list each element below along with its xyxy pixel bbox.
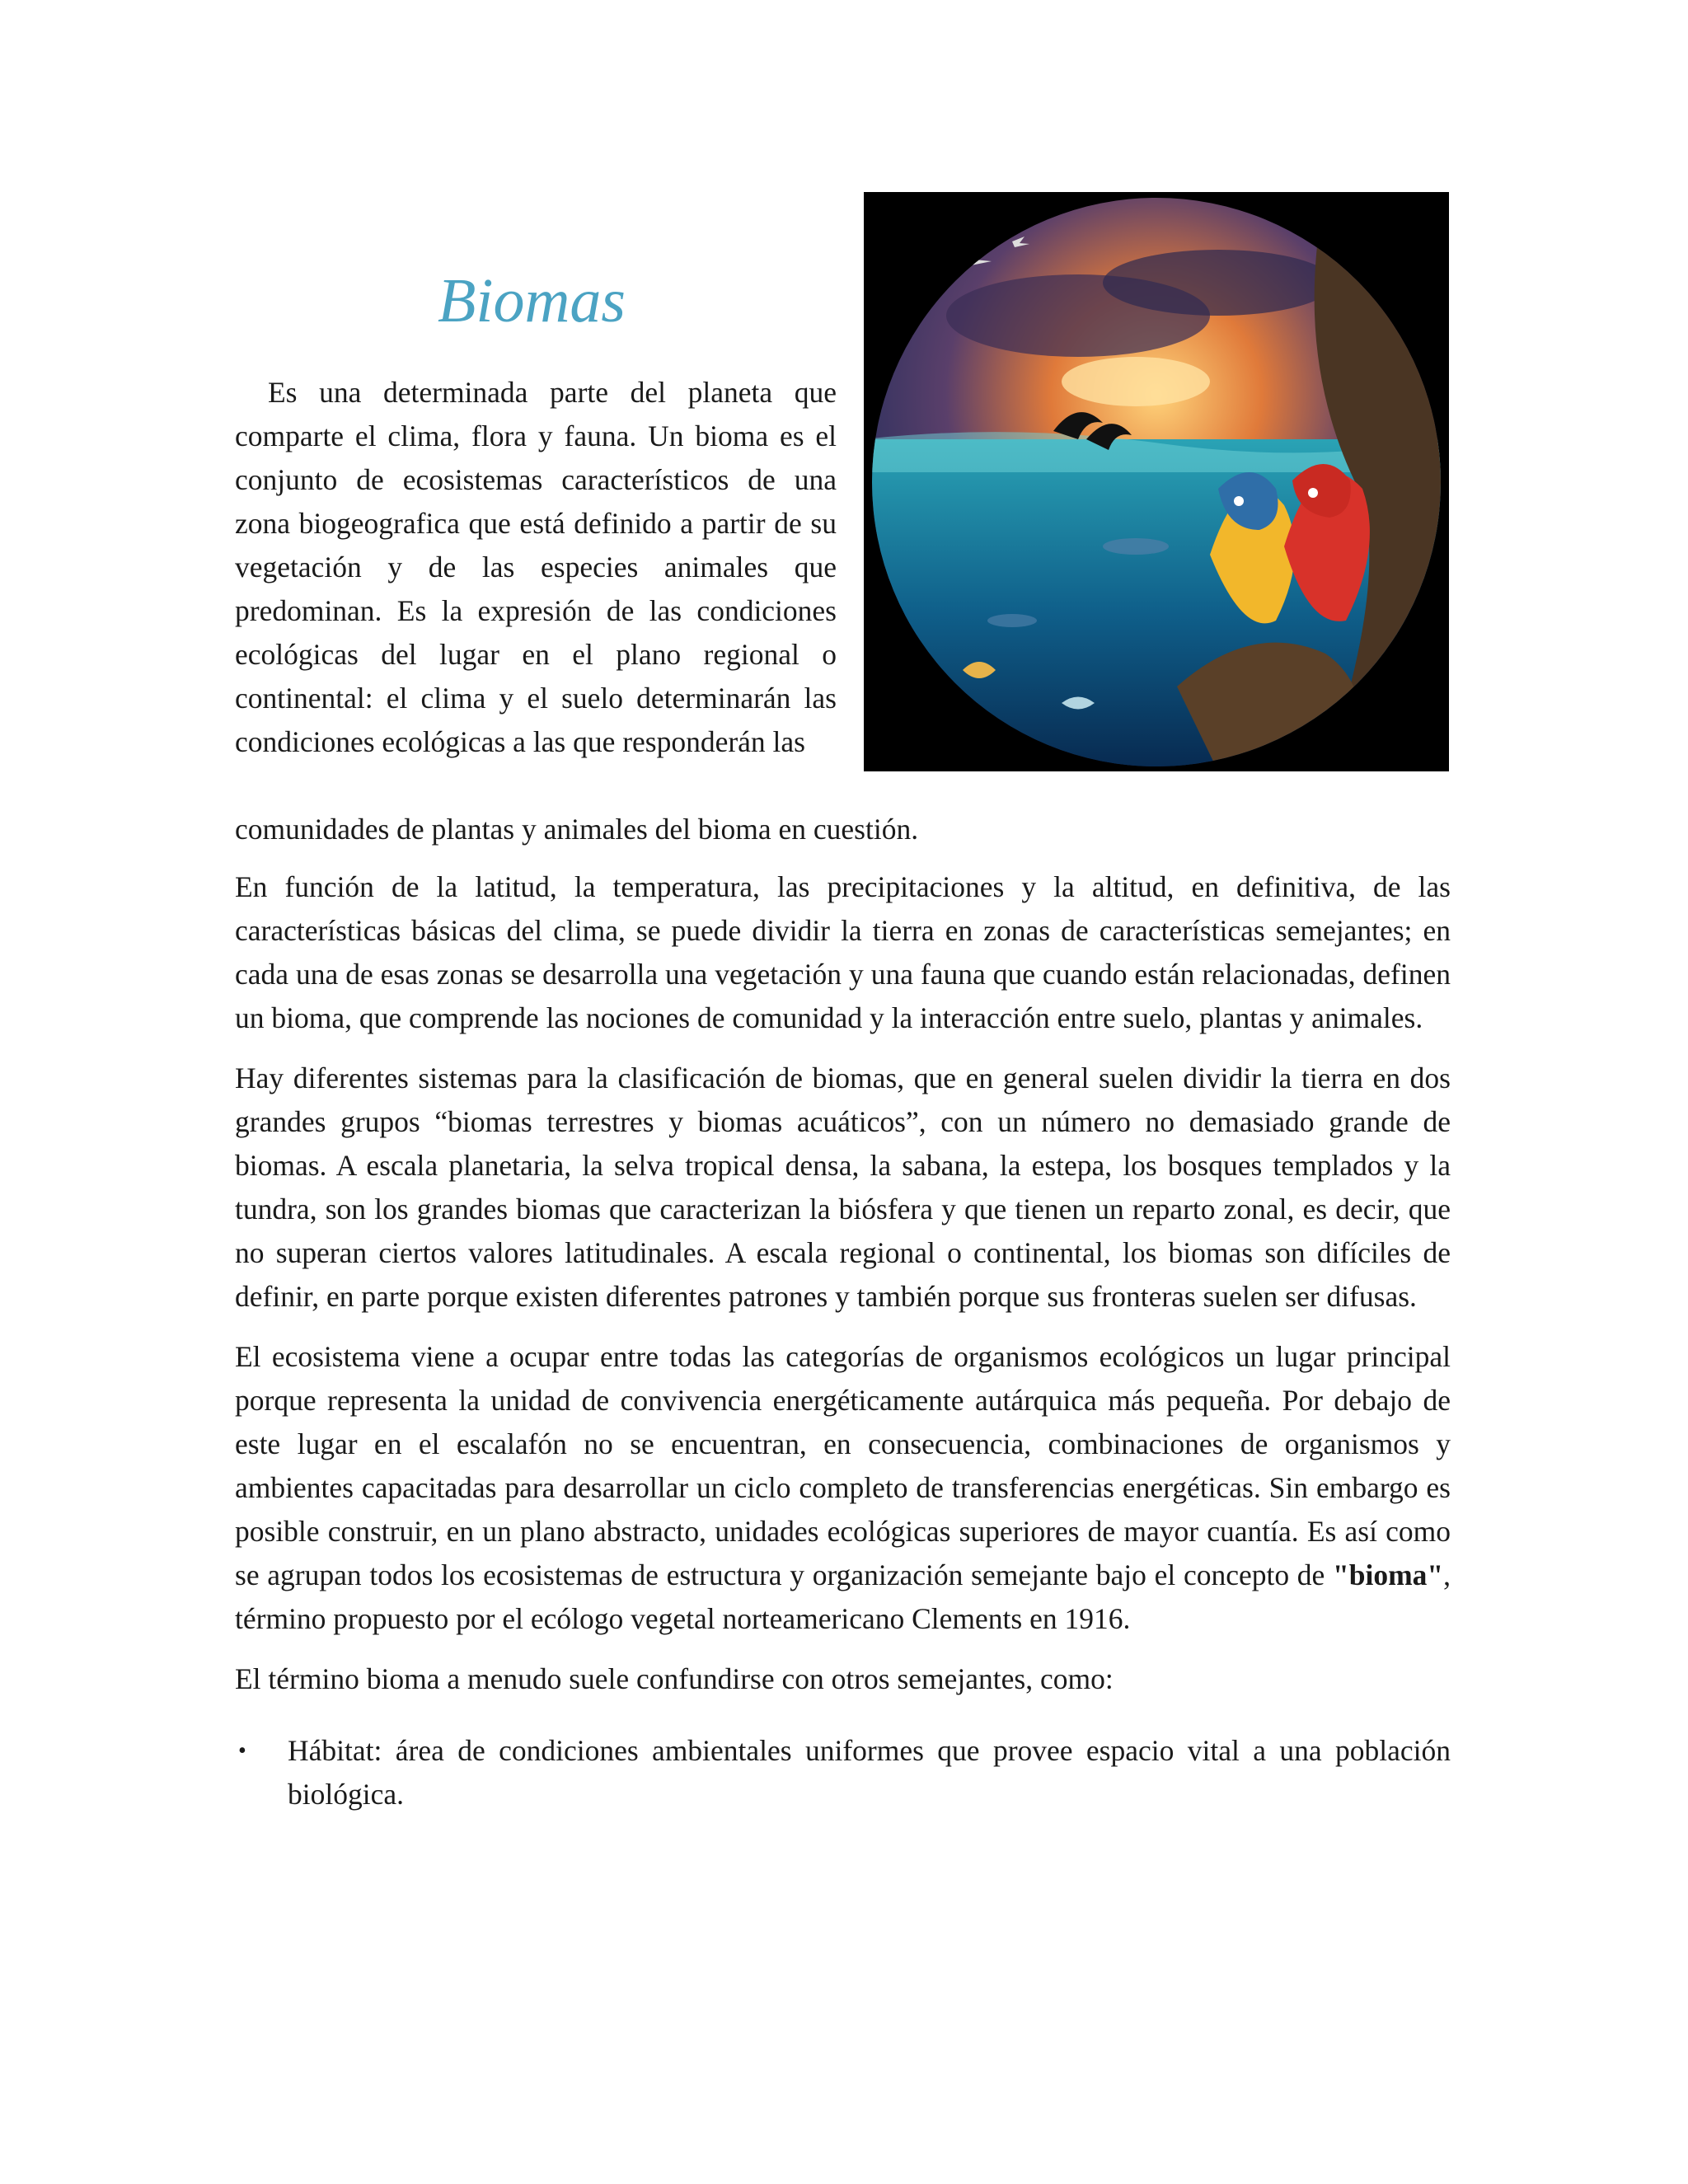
intro-paragraph-block <box>235 371 837 764</box>
bullet-icon: • <box>238 1738 246 1764</box>
page-title: Biomas <box>438 266 626 335</box>
intro-paragraph: Es una determinada parte del planeta que comparte el clima, flora y fauna. Un bioma es el conjunto de ecosistemas característicos de una zona biogeografica que está definido a partir de su vegetación y de las especies animales que predominan. Es la expresión de las condiciones ecológicas del lugar en el plano regional o continental: el clima y el suelo determinarán las condiciones ecológicas a las que responderán las <box>235 376 837 758</box>
list-item <box>235 1729 1451 1816</box>
paragraph-clasificacion: Hay diferentes sistemas para la clasificación de biomas, que en general suelen dividir la tierra en dos grandes grupos “biomas terrestres y biomas acuáticos”, con un número no demasiado grande de biomas. A escala planetaria, la selva tropical densa, la sabana, la estepa, los bosques templados y la tundra, son los grandes biomas que caracterizan la biósfera y que tienen un reparto zonal, es decir, que no superan ciertos valores latitudinales. A escala regional o continental, los biomas son difíciles de definir, en parte porque existen diferentes patrones y también porque sus fronteras suelen ser difusas. <box>235 1062 1451 1313</box>
paragraph-ecosistema-text: El ecosistema viene a ocupar entre todas las categorías de organismos ecológicos un lugar principal porque representa la unidad de convivencia energéticamente autárquica más pequeña. Por debajo de este lugar en el escalafón no se encuentran, en consecuencia, combinaciones de organismos y ambientes capacitadas para desarrollar un ciclo completo de transferencias energéticas. Sin embargo es posible construir, en un plano abstracto, unidades ecológicas superiores de mayor cuantía. Es así como se agrupan todos los ecosistemas de estructura y organización semejante bajo el concepto de <box>235 1340 1451 1591</box>
bullet-list <box>235 1729 1451 1816</box>
biome-illustration <box>864 192 1449 771</box>
list-item-text: Hábitat: área de condiciones ambientales uniformes que provee espacio vital a una población biológica. <box>288 1734 1451 1811</box>
paragraph-confusion: El término bioma a menudo suele confundirse con otros semejantes, como: <box>235 1662 1114 1695</box>
biome-illustration-art <box>864 192 1449 771</box>
bioma-bold-term: "bioma" <box>1333 1558 1444 1591</box>
intro-paragraph-last-line: comunidades de plantas y animales del bioma en cuestión. <box>235 813 919 846</box>
paragraph-latitud: En función de la latitud, la temperatura, las precipitaciones y la altitud, en definitiva, de las características básicas del clima, se puede dividir la tierra en zonas de características semejantes; en cada una de esas zonas se desarrolla una vegetación y una fauna que cuando están relacionadas, definen un bioma, que comprende las nociones de comunidad y la interacción entre suelo, plantas y animales. <box>235 870 1451 1034</box>
paragraph-ecosistema-end: , término propuesto por el ecólogo vegetal norteamericano Clements en 1916. <box>235 1558 1451 1635</box>
paragraph-ecosistema <box>235 1335 1451 1641</box>
main-content <box>235 865 1451 1816</box>
